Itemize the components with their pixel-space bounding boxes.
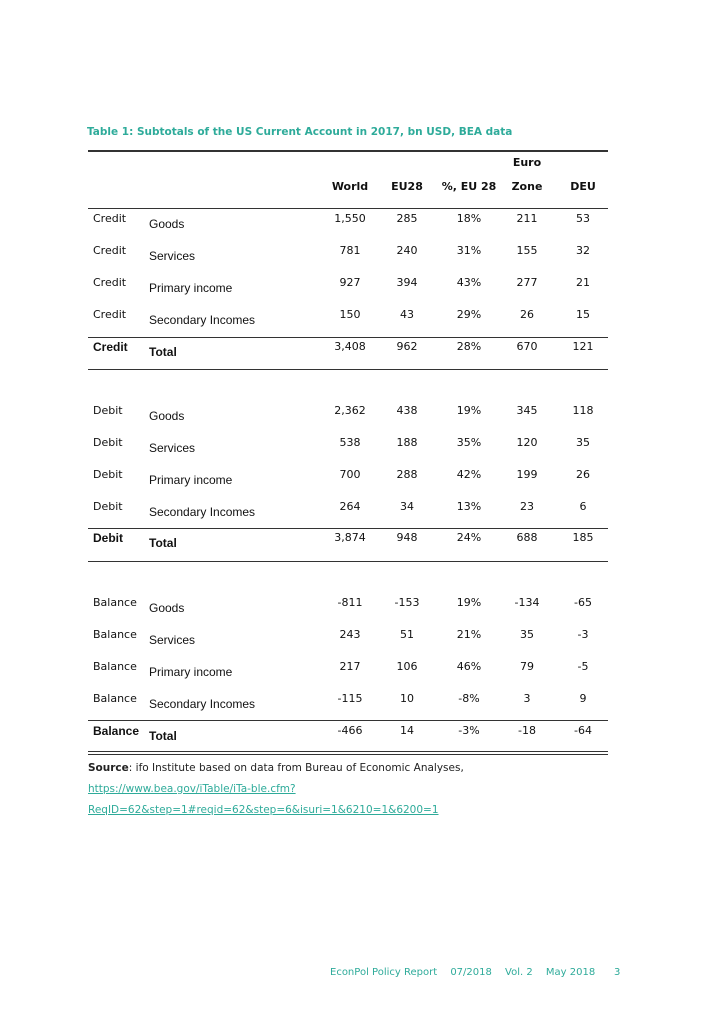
table-row [88,500,608,520]
cell-euro: 3 [523,692,531,705]
cell-pct: 42% [456,468,482,481]
cell-deu: 121 [572,340,594,353]
row-label: Primary income [149,281,233,295]
cell-eu28: 106 [396,660,418,673]
footer-volume: Vol. 2 [505,967,533,978]
cell-pct: 31% [456,244,482,257]
source-link[interactable]: https://www.bea.gov/iTable/iTa-ble.cfm?ReqID=62&step=1#reqid=62&step=6&isuri=1&6210=1&6200=1 [88,783,439,816]
row-label: Total [149,345,177,359]
row-type: Credit [93,308,127,321]
row-label: Secondary Incomes [149,505,256,519]
cell-world: 781 [339,244,361,257]
cell-pct: 29% [456,308,482,321]
table-row [88,468,608,488]
cell-deu: 15 [576,308,590,321]
row-label: Primary income [149,473,233,487]
table-row [88,244,608,264]
cell-pct: 28% [456,340,482,353]
cell-deu: 35 [576,436,590,449]
cell-euro: 155 [516,244,538,257]
row-label: Secondary Incomes [149,697,256,711]
cell-deu: -64 [574,724,592,737]
cell-euro: 120 [516,436,538,449]
table-row [88,276,608,296]
row-label: Total [149,729,177,743]
cell-euro: 35 [520,628,534,641]
cell-deu: -5 [577,660,589,673]
row-label: Goods [149,601,185,615]
table-top-rule [88,150,608,152]
cell-euro: 345 [516,404,538,417]
row-type: Credit [93,340,128,354]
cell-euro: -18 [518,724,536,737]
cell-eu28: 962 [396,340,418,353]
cell-world: 217 [339,660,361,673]
row-label: Primary income [149,665,233,679]
cell-euro: 79 [520,660,534,673]
debit-total-row [88,531,608,551]
cell-world: 1,550 [334,212,366,225]
cell-world: 264 [339,500,361,513]
header-rule [88,208,608,209]
header-pct-eu28: %, EU 28 [441,180,497,193]
row-type: Balance [93,660,137,673]
cell-pct: 21% [456,628,482,641]
header-deu: DEU [570,180,596,193]
row-type: Debit [93,436,123,449]
balance-total-row [88,724,608,744]
row-type: Balance [93,628,137,641]
debit-total-rule [88,528,608,529]
row-label: Total [149,536,177,550]
cell-world: 150 [339,308,361,321]
cell-world: 2,362 [334,404,366,417]
table-row [88,660,608,680]
cell-eu28: 948 [396,531,418,544]
table-caption: Table 1: Subtotals of the US Current Account in 2017, bn USD, BEA data [87,126,513,138]
header-eu28: EU28 [391,180,423,193]
cell-pct: 46% [456,660,482,673]
credit-end-rule [88,369,608,370]
row-type: Debit [93,500,123,513]
cell-pct: 19% [456,596,482,609]
row-type: Balance [93,692,137,705]
cell-deu: 6 [579,500,587,513]
cell-eu28: 240 [396,244,418,257]
footer-date: May 2018 [545,967,596,978]
cell-eu28: -153 [394,596,420,609]
cell-pct: -3% [458,724,480,737]
cell-euro: 277 [516,276,538,289]
row-label: Secondary Incomes [149,313,256,327]
cell-deu: 185 [572,531,594,544]
row-type: Balance [93,724,140,738]
row-label: Services [149,633,196,647]
row-type: Credit [93,276,127,289]
cell-deu: -3 [577,628,589,641]
source-text: : ifo Institute based on data from Bureau of Economic Analyses, [128,762,464,774]
table-row [88,404,608,424]
row-label: Services [149,441,196,455]
cell-deu: 32 [576,244,590,257]
cell-eu28: 394 [396,276,418,289]
cell-euro: 670 [516,340,538,353]
cell-world: 243 [339,628,361,641]
row-type: Debit [93,468,123,481]
cell-world: 538 [339,436,361,449]
cell-euro: 23 [520,500,534,513]
footer-issue: 07/2018 [450,967,492,978]
cell-euro: 199 [516,468,538,481]
cell-eu28: 438 [396,404,418,417]
cell-deu: 118 [572,404,594,417]
cell-pct: 13% [456,500,482,513]
cell-euro: -134 [514,596,540,609]
header-euro-top: Euro [512,156,542,169]
cell-eu28: 34 [400,500,414,513]
cell-world: 927 [339,276,361,289]
cell-eu28: 288 [396,468,418,481]
cell-world: -466 [337,724,363,737]
cell-euro: 26 [520,308,534,321]
table-row [88,628,608,648]
cell-world: 700 [339,468,361,481]
row-label: Services [149,249,196,263]
cell-world: -115 [337,692,363,705]
cell-pct: -8% [458,692,480,705]
row-label: Goods [149,217,185,231]
cell-pct: 19% [456,404,482,417]
cell-pct: 43% [456,276,482,289]
table-row [88,212,608,232]
debit-end-rule [88,561,608,562]
table-row [88,692,608,712]
cell-world: -811 [337,596,363,609]
cell-eu28: 14 [400,724,414,737]
cell-euro: 211 [516,212,538,225]
cell-deu: 26 [576,468,590,481]
page-footer [330,967,621,978]
header-euro-zone: Zone [511,180,543,193]
cell-deu: 53 [576,212,590,225]
cell-eu28: 51 [400,628,414,641]
cell-eu28: 188 [396,436,418,449]
row-type: Credit [93,244,127,257]
row-type: Credit [93,212,127,225]
cell-eu28: 10 [400,692,414,705]
cell-deu: 9 [579,692,587,705]
cell-pct: 35% [456,436,482,449]
balance-total-rule [88,720,608,721]
table-row [88,436,608,456]
table-bottom-rule [88,751,608,755]
row-label: Goods [149,409,185,423]
row-type: Balance [93,596,137,609]
cell-pct: 18% [456,212,482,225]
cell-deu: -65 [574,596,592,609]
cell-euro: 688 [516,531,538,544]
cell-deu: 21 [576,276,590,289]
credit-total-rule [88,337,608,338]
row-type: Debit [93,531,123,545]
source-label: Source [88,762,129,774]
row-type: Debit [93,404,123,417]
header-world: World [331,180,369,193]
credit-total-row [88,340,608,360]
table-row [88,596,608,616]
cell-world: 3,408 [334,340,366,353]
cell-world: 3,874 [334,531,366,544]
page-number: 3 [614,967,621,978]
cell-pct: 24% [456,531,482,544]
cell-eu28: 43 [400,308,414,321]
source-note [88,758,628,821]
footer-report: EconPol Policy Report [330,967,438,978]
table-row [88,308,608,328]
cell-eu28: 285 [396,212,418,225]
